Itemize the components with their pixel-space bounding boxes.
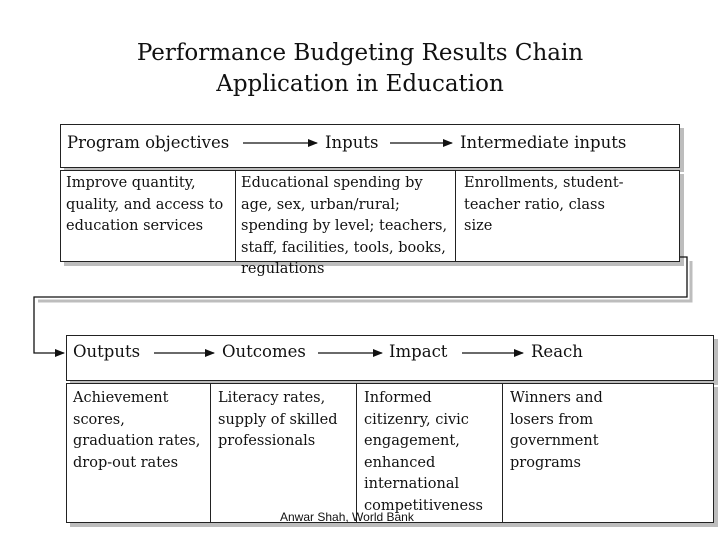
header-outputs: Outputs xyxy=(73,342,141,361)
cell-impact: Informed citizenry, civic engagement, enhanced international competitiveness xyxy=(364,390,483,514)
title-line-2: Application in Education xyxy=(216,71,504,97)
header-inputs: Inputs xyxy=(325,133,379,152)
connector-top-to-bottom xyxy=(34,257,687,353)
cell-outputs: Achievement scores, graduation rates, drop-out rates xyxy=(73,390,201,471)
header-reach: Reach xyxy=(531,342,583,361)
cell-outcomes: Literacy rates, supply of skilled professionals xyxy=(218,390,338,449)
cell-reach: Winners and losers from government programs xyxy=(510,390,603,471)
header-program-objectives: Program objectives xyxy=(67,133,230,152)
header-intermediate-inputs: Intermediate inputs xyxy=(460,133,627,152)
connector-shadow xyxy=(38,261,691,301)
footer-credit: Anwar Shah, World Bank xyxy=(280,510,414,524)
cell-program-objectives: Improve quantity, quality, and access to education services xyxy=(66,175,224,234)
header-impact: Impact xyxy=(389,342,448,361)
cell-intermediate-inputs: Enrollments, student-teacher ratio, class size xyxy=(464,175,624,234)
cell-inputs: Educational spending by age, sex, urban/rural; spending by level; teachers, staff, facilities, tools, books, regulations xyxy=(241,175,448,277)
header-outcomes: Outcomes xyxy=(222,342,306,361)
title-line-1: Performance Budgeting Results Chain xyxy=(136,40,584,66)
